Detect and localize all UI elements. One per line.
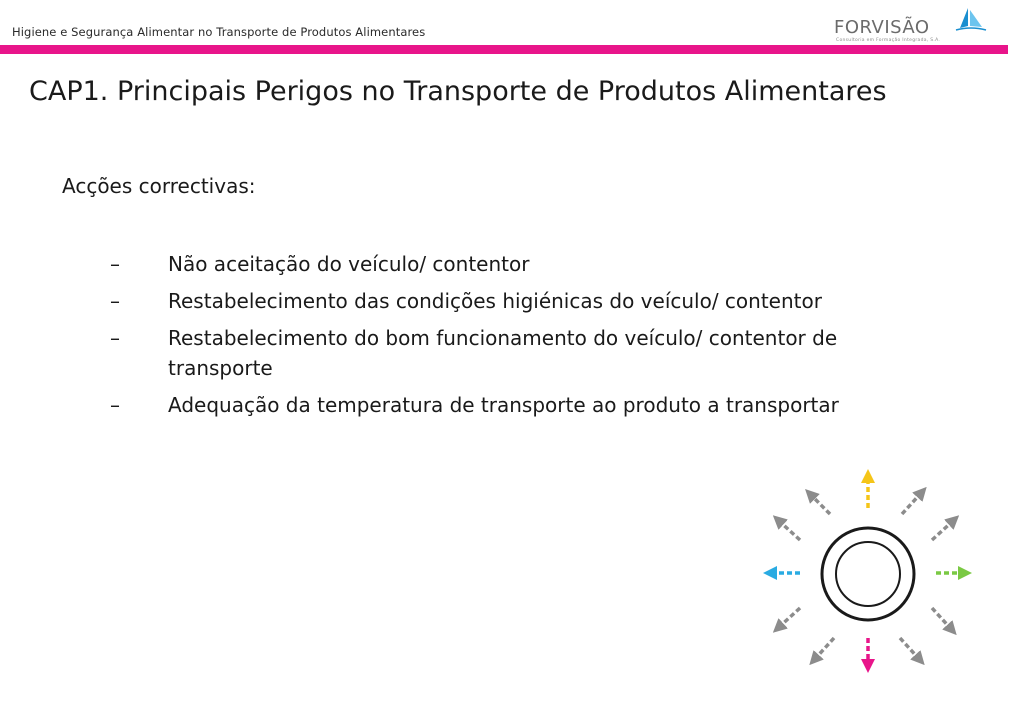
list-item xyxy=(110,249,900,279)
arrow-left-up xyxy=(778,520,800,540)
bullet-list xyxy=(110,249,900,427)
arrow-right-down xyxy=(932,608,952,630)
section-subtitle: Acções correctivas: xyxy=(62,174,256,198)
arrow-up-right xyxy=(902,492,922,514)
arrow-left-down xyxy=(778,608,800,628)
header-accent-bar xyxy=(0,45,1008,54)
arrow-up-left xyxy=(810,494,830,514)
bullet-marker: – xyxy=(110,252,120,276)
bullet-marker: – xyxy=(110,326,120,350)
header-title: Higiene e Segurança Alimentar no Transporte de Produtos Alimentares xyxy=(12,25,426,39)
arrow-down-right xyxy=(900,638,920,660)
sail-icon xyxy=(954,6,988,34)
bullet-marker: – xyxy=(110,289,120,313)
bullet-text: Adequação da temperatura de transporte ao produto a transportar xyxy=(168,393,839,417)
bullet-text: Restabelecimento do bom funcionamento do veículo/ contentor de transporte xyxy=(168,326,838,380)
slide-title: CAP1. Principais Perigos no Transporte de Produtos Alimentares xyxy=(29,76,887,107)
logo-name: FORVISÃO xyxy=(834,17,930,38)
arrow-down-left xyxy=(814,638,834,660)
logo-tagline: Consultoria em Formação Integrada, S.A. xyxy=(836,38,941,43)
arrow-right-up xyxy=(932,520,954,540)
list-item xyxy=(110,286,900,316)
list-item xyxy=(110,390,900,420)
slide-header xyxy=(0,0,1023,46)
list-item xyxy=(110,323,900,383)
bullet-marker: – xyxy=(110,393,120,417)
bullet-text: Não aceitação do veículo/ contentor xyxy=(168,252,530,276)
circle-with-radiating-arrows-icon xyxy=(760,466,980,676)
company-logo xyxy=(832,6,992,46)
bullet-text: Restabelecimento das condições higiénicas do veículo/ contentor xyxy=(168,289,822,313)
